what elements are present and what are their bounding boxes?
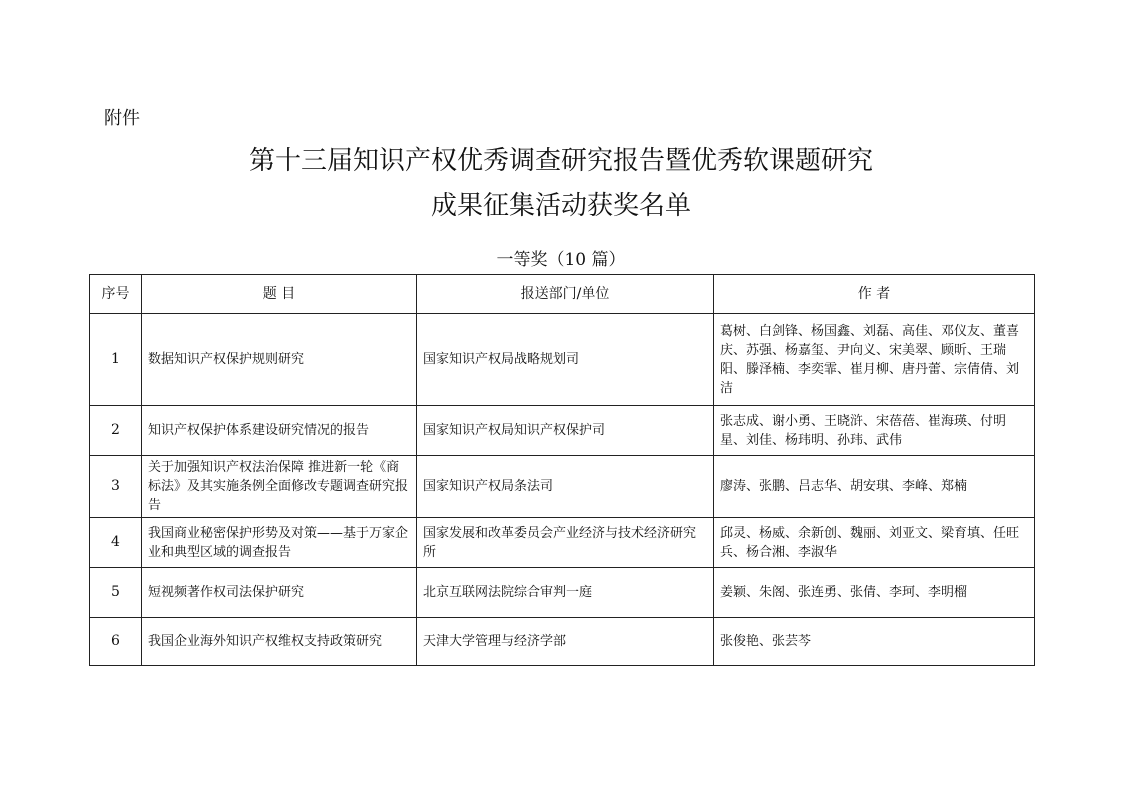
row-unit: 国家知识产权局战略规划司 (417, 314, 714, 406)
header-no: 序号 (90, 275, 142, 314)
row-authors: 张俊艳、张芸芩 (714, 618, 1035, 666)
row-title: 关于加强知识产权法治保障 推进新一轮《商标法》及其实施条例全面修改专题调查研究报告 (142, 456, 417, 518)
row-unit: 国家知识产权局条法司 (417, 456, 714, 518)
table-row (90, 456, 1035, 518)
row-unit: 天津大学管理与经济学部 (417, 618, 714, 666)
row-title: 我国企业海外知识产权维权支持政策研究 (142, 618, 417, 666)
row-authors: 姜颖、朱阁、张连勇、张倩、李珂、李明榴 (714, 568, 1035, 618)
row-authors: 廖涛、张鹏、吕志华、胡安琪、李峰、郑楠 (714, 456, 1035, 518)
row-title: 短视频著作权司法保护研究 (142, 568, 417, 618)
row-unit: 北京互联网法院综合审判一庭 (417, 568, 714, 618)
row-number: 3 (90, 456, 142, 518)
title-line-2: 成果征集活动获奖名单 (430, 191, 691, 221)
table-row (90, 406, 1035, 456)
row-number: 2 (90, 406, 142, 456)
row-authors: 张志成、谢小勇、王晓浒、宋蓓蓓、崔海瑛、付明星、刘佳、杨玮明、孙玮、武伟 (714, 406, 1035, 456)
row-unit: 国家发展和改革委员会产业经济与技术经济研究所 (417, 518, 714, 568)
header-title: 题 目 (142, 275, 417, 314)
title-line-1: 第十三届知识产权优秀调查研究报告暨优秀软课题研究 (248, 146, 873, 176)
row-title: 数据知识产权保护规则研究 (142, 314, 417, 406)
row-number: 5 (90, 568, 142, 618)
attachment-label: 附件 (104, 108, 140, 129)
table-header-row (90, 275, 1035, 314)
row-unit: 国家知识产权局知识产权保护司 (417, 406, 714, 456)
row-number: 6 (90, 618, 142, 666)
header-authors: 作 者 (714, 275, 1035, 314)
table-row (90, 568, 1035, 618)
row-authors: 葛树、白剑锋、杨国鑫、刘磊、高佳、邓仪友、董喜庆、苏强、杨嘉玺、尹向义、宋美翠、顾昕、王瑞阳、滕泽楠、李奕霏、崔月柳、唐丹蕾、宗倩倩、刘洁 (714, 314, 1035, 406)
row-authors: 邱灵、杨威、余新创、魏丽、刘亚文、梁育填、任旺兵、杨合湘、李淑华 (714, 518, 1035, 568)
table-row (90, 518, 1035, 568)
row-title: 我国商业秘密保护形势及对策——基于万家企业和典型区域的调查报告 (142, 518, 417, 568)
table-row (90, 314, 1035, 406)
row-title: 知识产权保护体系建设研究情况的报告 (142, 406, 417, 456)
table-row (90, 618, 1035, 666)
award-table (89, 274, 1035, 666)
header-unit: 报送部门/单位 (417, 275, 714, 314)
section-heading: 一等奖（10 篇） (496, 250, 626, 270)
row-number: 1 (90, 314, 142, 406)
row-number: 4 (90, 518, 142, 568)
